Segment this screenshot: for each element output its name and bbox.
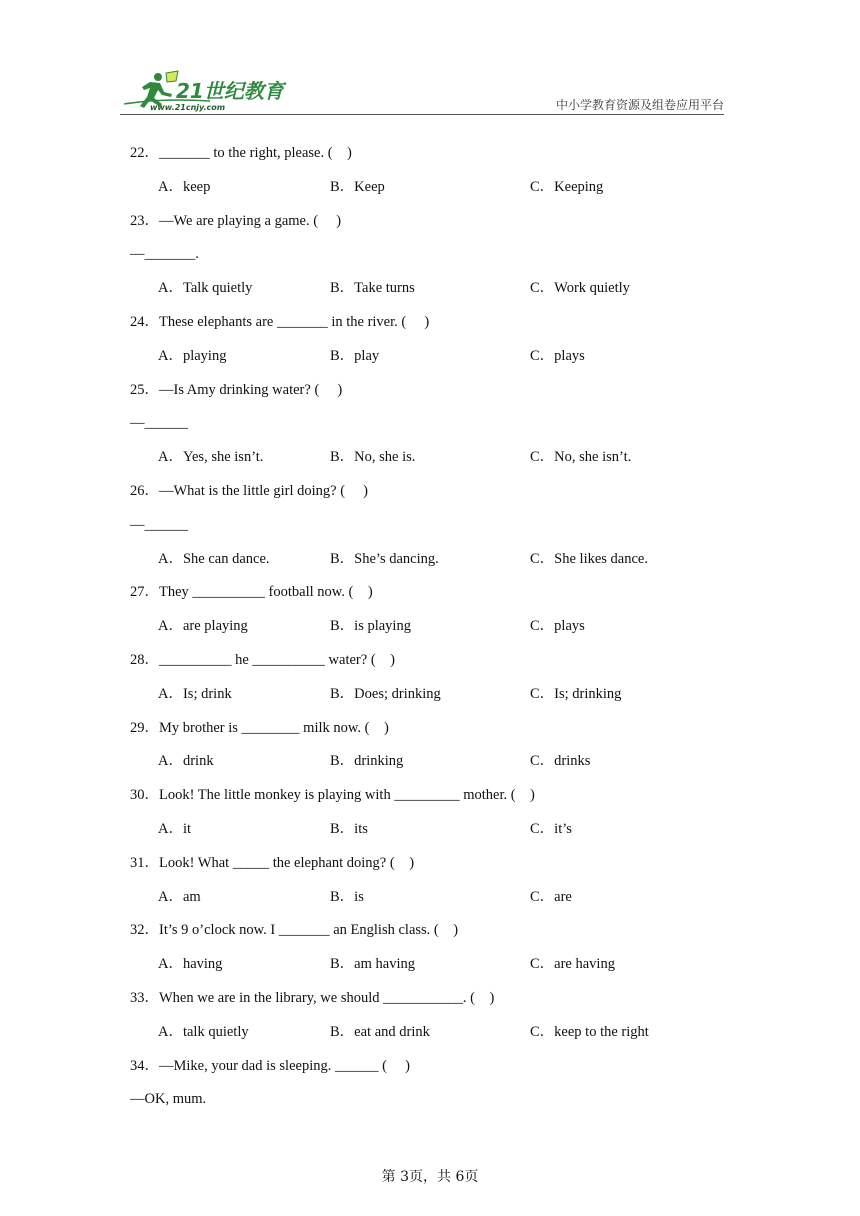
options-row — [130, 814, 750, 848]
option-c: C．Work quietly — [530, 280, 630, 297]
option-c: C．drinks — [530, 753, 591, 770]
question-stem: 32．It’s 9 o’clock now. I _______ an English class. ( ) — [130, 922, 459, 939]
option-c: C．plays — [530, 347, 585, 364]
question-stem: 25．—Is Amy drinking water? ( ) — [130, 381, 343, 398]
option-b: B．drinking — [330, 753, 404, 770]
header-rule — [120, 114, 724, 115]
options-row — [130, 442, 750, 476]
option-a: A．keep — [158, 178, 211, 195]
option-b: B．Does; drinking — [330, 685, 441, 702]
question-stem: 28．__________ he __________ water? ( ) — [130, 651, 395, 668]
option-a: A．playing — [158, 347, 227, 364]
option-a: A．are playing — [158, 618, 248, 635]
question-stem: 22．_______ to the right, please. ( ) — [130, 145, 352, 161]
question-stem: 24．These elephants are _______ in the river. ( ) — [130, 313, 430, 330]
question-stem: 27．They __________ football now. ( ) — [130, 584, 373, 601]
options-row — [130, 611, 750, 645]
question-stem: 33．When we are in the library, we should ___________. ( ) — [130, 989, 495, 1006]
option-c: C．Keeping — [530, 178, 604, 195]
option-c: C．Is; drinking — [530, 685, 622, 702]
option-a: A．Is; drink — [158, 685, 232, 702]
option-c: C．keep to the right — [530, 1023, 649, 1040]
option-a: A．She can dance. — [158, 550, 270, 567]
option-a: A．it — [158, 820, 192, 837]
question-reply: —_______. — [130, 246, 199, 263]
question-list — [130, 138, 750, 1118]
options-row — [130, 1017, 750, 1051]
option-b: B．Take turns — [330, 280, 415, 297]
question-stem: 23．—We are playing a game. ( ) — [130, 212, 342, 229]
options-row — [130, 679, 750, 713]
option-b: B．Keep — [330, 178, 385, 195]
option-a: A．Yes, she isn’t. — [158, 449, 264, 466]
options-row — [130, 949, 750, 983]
question-stem: 30．Look! The little monkey is playing with _________ mother. ( ) — [130, 787, 535, 804]
logo-title: 21世纪教育 — [176, 79, 284, 103]
option-a: A．Talk quietly — [158, 280, 253, 297]
question-stem: 34．—Mike, your dad is sleeping. ______ ( ) — [130, 1057, 410, 1074]
option-b: B．No, she is. — [330, 449, 416, 466]
option-c: C．are — [530, 888, 572, 905]
question-reply: —______ — [130, 516, 188, 533]
option-a: A．having — [158, 956, 223, 973]
page-number: 第 3页，共 6页 — [381, 1169, 479, 1185]
option-c: C．are having — [530, 956, 615, 973]
question-reply: —OK, mum. — [130, 1091, 207, 1108]
option-a: A．drink — [158, 753, 214, 770]
option-c: C．No, she isn’t. — [530, 449, 632, 466]
option-a: A．talk quietly — [158, 1023, 249, 1040]
option-b: B．is — [330, 888, 364, 905]
option-b: B．eat and drink — [330, 1023, 430, 1040]
options-row — [130, 172, 750, 206]
question-stem: 26．—What is the little girl doing? ( ) — [130, 482, 368, 499]
option-b: B．play — [330, 347, 380, 364]
logo-url: www.21cnjy.com — [150, 103, 226, 112]
page-header — [120, 66, 724, 116]
options-row — [130, 273, 750, 307]
option-b: B．am having — [330, 956, 415, 973]
option-b: B．its — [330, 820, 368, 837]
options-row — [130, 341, 750, 375]
question-reply: —______ — [130, 415, 188, 432]
question-stem: 29．My brother is ________ milk now. ( ) — [130, 719, 389, 736]
options-row — [130, 544, 750, 578]
option-b: B．is playing — [330, 618, 411, 635]
option-c: C．it’s — [530, 820, 572, 837]
logo-21cnjy — [120, 70, 295, 112]
options-row — [130, 882, 750, 916]
question-stem: 31．Look! What _____ the elephant doing? ( ) — [130, 854, 415, 871]
option-c: C．She likes dance. — [530, 550, 648, 567]
option-a: A．am — [158, 888, 201, 905]
option-b: B．She’s dancing. — [330, 550, 439, 567]
option-c: C．plays — [530, 618, 585, 635]
options-row — [130, 746, 750, 780]
platform-tagline: 中小学教育资源及组卷应用平台 — [555, 98, 724, 112]
